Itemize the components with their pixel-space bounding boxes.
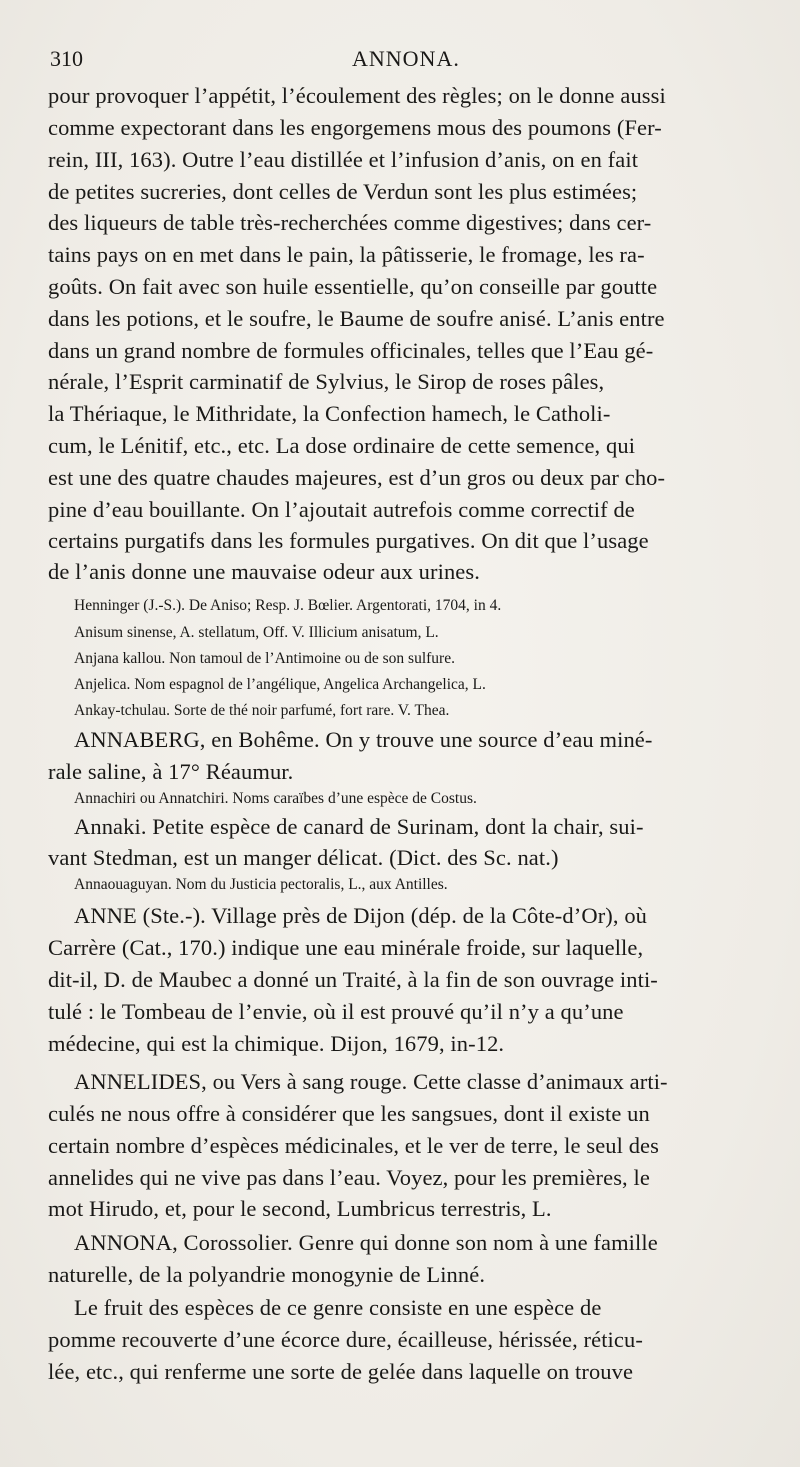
text-line: tulé : le Tombeau de l’envie, où il est prouvé qu’il n’y a qu’une	[48, 999, 624, 1024]
text-line: cum, le Lénitif, etc., etc. La dose ordinaire de cette semence, qui	[48, 433, 636, 458]
running-title: ANNONA.	[352, 46, 460, 71]
text-line: vant Stedman, est un manger délicat. (Dict. des Sc. nat.)	[48, 845, 559, 870]
text-line: dit-il, D. de Maubec a donné un Traité, à la fin de son ouvrage inti-	[48, 967, 658, 992]
text-line: est une des quatre chaudes majeures, est d’un gros ou deux par cho-	[48, 465, 666, 490]
entry-heading-line: ANNE (Ste.-). Village près de Dijon (dép. de la Côte-d’Or), où	[74, 903, 648, 928]
text-line: comme expectorant dans les engorgemens mous des poumons (Fer-	[48, 115, 662, 140]
text-line: de petites sucreries, dont celles de Verdun sont les plus estimées;	[48, 179, 638, 204]
text-line: de l’anis donne une mauvaise odeur aux urines.	[48, 559, 480, 584]
entry-line: Anisum sinense, A. stellatum, Off. V. Illicium anisatum, L.	[74, 624, 439, 641]
entry-heading-line: ANNABERG, en Bohême. On y trouve une source d’eau miné-	[74, 727, 653, 752]
text-line: nérale, l’Esprit carminatif de Sylvius, le Sirop de roses pâles,	[48, 369, 605, 394]
text-line: dans un grand nombre de formules officinales, telles que l’Eau gé-	[48, 338, 654, 363]
text-line: pine d’eau bouillante. On l’ajoutait autrefois comme correctif de	[48, 497, 635, 522]
text-line: pour provoquer l’appétit, l’écoulement des règles; on le donne aussi	[48, 83, 666, 108]
text-line: rein, III, 163). Outre l’eau distillée et l’infusion d’anis, on en fait	[48, 147, 639, 172]
text-line: mot Hirudo, et, pour le second, Lumbricus terrestris, L.	[48, 1196, 552, 1221]
text-line: Carrère (Cat., 170.) indique une eau minérale froide, sur laquelle,	[48, 935, 644, 960]
text-line: rale saline, à 17° Réaumur.	[48, 759, 294, 784]
text-line: naturelle, de la polyandrie monogynie de Linné.	[48, 1262, 486, 1287]
text-line: certain nombre d’espèces médicinales, et le ver de terre, le seul des	[48, 1133, 659, 1158]
text-line: lée, etc., qui renferme une sorte de gelée dans laquelle on trouve	[48, 1359, 634, 1384]
entry-line: Annaouaguyan. Nom du Justicia pectoralis, L., aux Antilles.	[74, 876, 448, 893]
page-number: 310	[50, 46, 83, 71]
reference-line: Henninger (J.-S.). De Aniso; Resp. J. Bœlier. Argentorati, 1704, in 4.	[74, 597, 502, 614]
entry-heading-line: Annaki. Petite espèce de canard de Surinam, dont la chair, sui-	[74, 814, 644, 839]
text-line: goûts. On fait avec son huile essentielle, qu’on conseille par goutte	[48, 274, 658, 299]
entry-heading-line: ANNONA, Corossolier. Genre qui donne son nom à une famille	[74, 1230, 658, 1255]
text-line: médecine, qui est la chimique. Dijon, 1679, in-12.	[48, 1031, 505, 1056]
entry-line: Ankay-tchulau. Sorte de thé noir parfumé, fort rare. V. Thea.	[74, 702, 450, 719]
text-line: culés ne nous offre à considérer que les sangsues, dont il existe un	[48, 1101, 650, 1126]
entry-line: Annachiri ou Annatchiri. Noms caraïbes d’une espèce de Costus.	[74, 790, 477, 807]
entry-heading-line: ANNELIDES, ou Vers à sang rouge. Cette classe d’animaux arti-	[74, 1069, 668, 1094]
text-line: Le fruit des espèces de ce genre consiste en une espèce de	[74, 1295, 602, 1320]
text-line: tains pays on en met dans le pain, la pâtisserie, le fromage, les ra-	[48, 242, 645, 267]
entry-line: Anjelica. Nom espagnol de l’angélique, Angelica Archangelica, L.	[74, 676, 486, 693]
entry-line: Anjana kallou. Non tamoul de l’Antimoine ou de son sulfure.	[74, 650, 455, 667]
text-line: dans les potions, et le soufre, le Baume de soufre anisé. L’anis entre	[48, 306, 665, 331]
text-line: annelides qui ne vive pas dans l’eau. Voyez, pour les premières, le	[48, 1165, 650, 1190]
text-line: pomme recouverte d’une écorce dure, écailleuse, hérissée, réticu-	[48, 1327, 643, 1352]
text-line: certains purgatifs dans les formules purgatives. On dit que l’usage	[48, 528, 649, 553]
text-line: des liqueurs de table très-recherchées comme digestives; dans cer-	[48, 210, 652, 235]
text-line: la Thériaque, le Mithridate, la Confection hamech, le Catholi-	[48, 401, 611, 426]
